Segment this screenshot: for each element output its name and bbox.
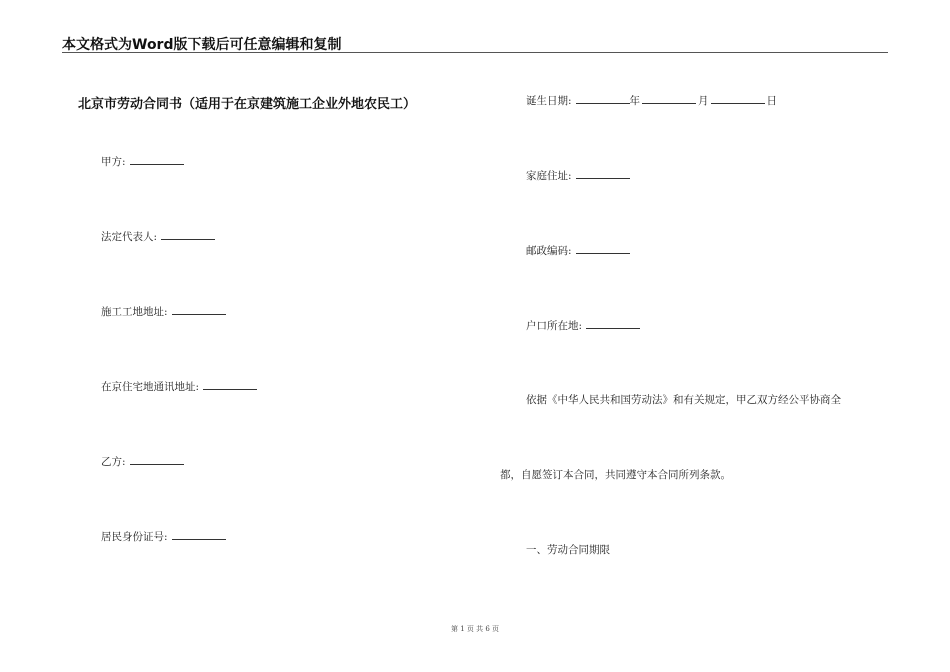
home-address-label: 家庭住址: <box>526 170 572 182</box>
legal-representative-blank <box>161 238 215 240</box>
legal-representative-field <box>101 229 215 244</box>
birth-year-blank <box>576 102 630 104</box>
party-b-label: 乙方: <box>101 456 126 468</box>
party-a-label: 甲方: <box>101 156 126 168</box>
page-footer: 第 1 页 共 6 页 <box>450 625 500 633</box>
party-a-blank <box>130 163 184 165</box>
birth-month-label: 月 <box>698 95 709 107</box>
postal-code-field <box>526 243 630 258</box>
birth-day-label: 日 <box>766 95 778 107</box>
id-number-blank <box>172 538 226 540</box>
home-address-field <box>526 168 630 183</box>
section-heading-contract-term: 一、劳动合同期限 <box>526 544 610 556</box>
party-b-blank <box>130 463 184 465</box>
birth-date-field <box>526 93 777 108</box>
construction-site-address-label: 施工工地地址: <box>101 306 168 318</box>
home-address-blank <box>576 177 630 179</box>
id-number-label: 居民身份证号: <box>101 531 168 543</box>
page-header: 本文格式为Word版下载后可任意编辑和复制 <box>62 37 342 53</box>
header-divider <box>62 52 888 53</box>
party-a-field <box>101 154 184 169</box>
birth-month-blank <box>642 102 696 104</box>
preamble-line-2: 都，自愿签订本合同，共同遵守本合同所列条款。 <box>500 469 731 481</box>
document-title: 北京市劳动合同书（适用于在京建筑施工企业外地农民工） <box>78 97 417 112</box>
postal-code-label: 邮政编码: <box>526 245 572 257</box>
postal-code-blank <box>576 252 630 254</box>
beijing-address-field <box>101 379 257 394</box>
birth-year-label: 年 <box>629 95 641 107</box>
household-registration-field <box>526 318 640 333</box>
legal-representative-label: 法定代表人: <box>101 231 158 243</box>
construction-site-address-field <box>101 304 226 319</box>
party-b-field <box>101 454 184 469</box>
birth-date-label: 诞生日期: <box>526 95 572 107</box>
birth-day-blank <box>711 102 765 104</box>
beijing-address-blank <box>203 388 257 390</box>
household-registration-blank <box>586 327 640 329</box>
beijing-address-label: 在京住宅地通讯地址: <box>101 381 200 393</box>
construction-site-address-blank <box>172 313 226 315</box>
id-number-field <box>101 529 226 544</box>
preamble-line-1: 依据《中华人民共和国劳动法》和有关规定，甲乙双方经公平协商全 <box>526 394 841 406</box>
household-registration-label: 户口所在地: <box>526 320 583 332</box>
